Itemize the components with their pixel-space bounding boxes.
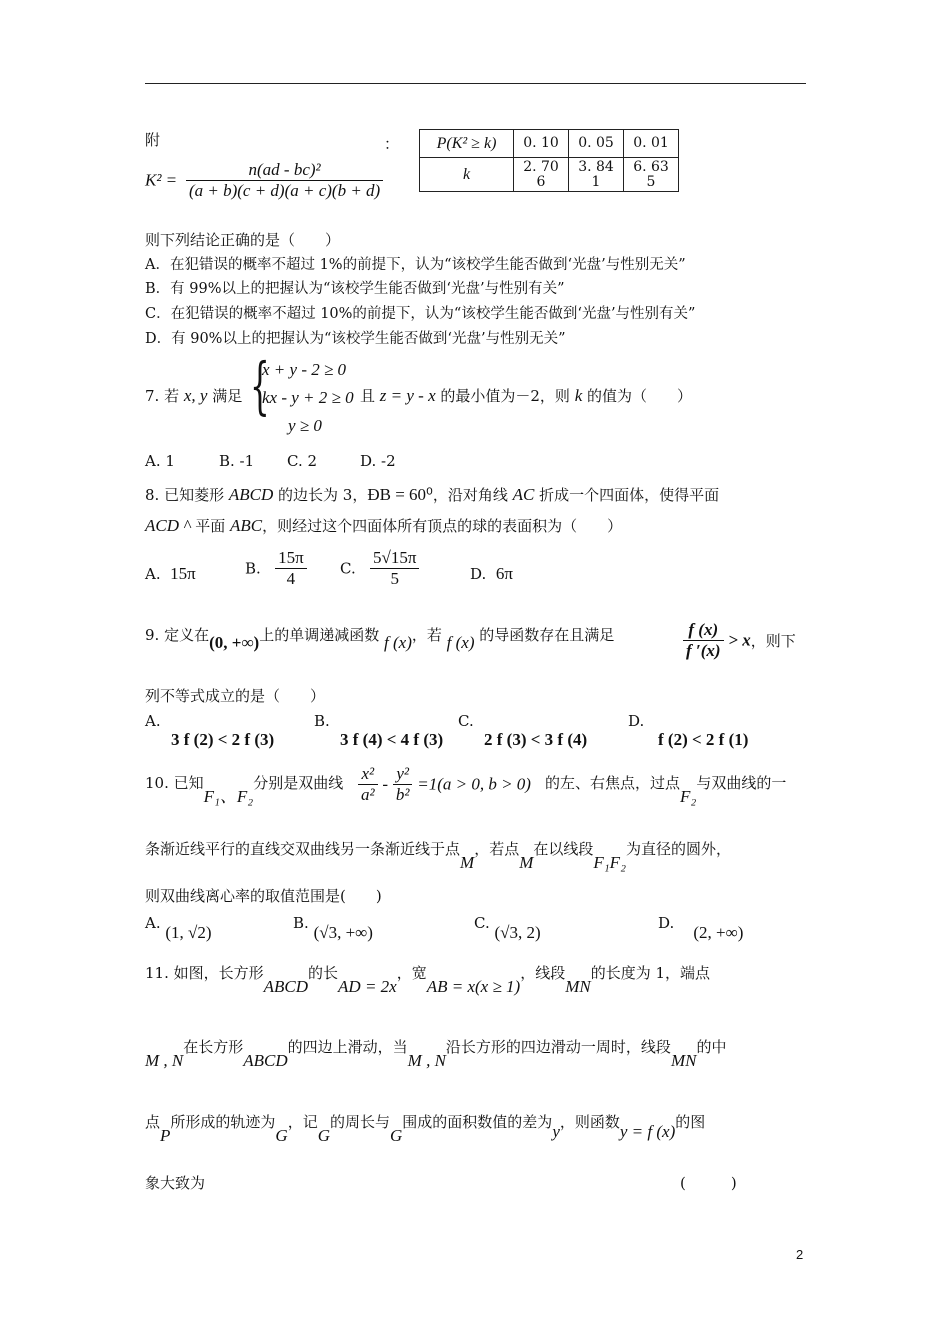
q7-stem-pre: 7. 若 x, y 满足 xyxy=(145,386,243,405)
q7-k: k xyxy=(574,386,583,405)
q11-line-3: 点P所形成的轨迹为G，记G的周长与G围成的面积数值的差为y，则函数y = f (x)的图 xyxy=(145,1113,706,1145)
q8-option-b: B. $\frac{15\pi}{4}$ xyxy=(245,548,307,589)
attach-colon: ： xyxy=(384,135,400,153)
q7-option-c: C. 2 xyxy=(287,452,318,470)
q8-ac: AC xyxy=(512,485,535,504)
table-cell-alpha-2: 0. 05 xyxy=(569,130,624,158)
q10-f1f2: F₁、F₂ xyxy=(203,787,254,806)
k2-numerator: n(ad - bc)² xyxy=(186,160,383,181)
q7-system xyxy=(262,356,354,440)
q9-option-d: D. f (2) < 2 f (1) xyxy=(628,712,749,749)
q10-line-1-post: 的左、右焦点，过点F₂与双曲线的一 xyxy=(545,774,787,806)
q10-line-2: 条渐近线平行的直线交双曲线另一条渐近线于点M，若点M在以线段F₁F₂为直径的圆外， xyxy=(145,840,731,872)
q11-line-4: 象大致为 xyxy=(145,1174,206,1192)
q9-line-1: 9. 定义在(0, +∞)上的单调递减函数 f (x)，若 f (x) 的导函数存在且满足 xyxy=(145,626,615,652)
q8-abc: ABC xyxy=(229,516,263,535)
q9-option-c: C. 2 f (3) < 3 f (4) xyxy=(458,712,588,749)
q10-option-a: A. (1, √2) xyxy=(145,914,212,942)
q6-stem: 则下列结论正确的是（ ） xyxy=(145,231,341,249)
q8-line-2: ACD ^ 平面 ABC，则经过这个四面体所有顶点的球的表面积为（ ） xyxy=(145,516,623,535)
q9-domain: (0, +∞) xyxy=(209,633,260,652)
k2-fraction xyxy=(186,160,383,201)
q9-option-a: A. 3 f (2) < 2 f (3) xyxy=(145,712,275,749)
table-cell-k-3: 6. 63 5 xyxy=(624,158,679,192)
q6-option-d: D．有 90%以上的把握认为“该校学生能否做到‘光盘’与性别无关” xyxy=(145,331,566,347)
q6-option-b: B．有 99%以上的把握认为“该校学生能否做到‘光盘’与性别有关” xyxy=(145,281,565,297)
q8-option-c: C. $\frac{5√15\pi}{5}$ xyxy=(340,548,419,589)
q7-z: z = y - x xyxy=(379,386,436,405)
q11-line-2: M , N在长方形ABCD的四边上滑动，当M , N沿长方形的四边滑动一周时，线段MN的中 xyxy=(145,1038,727,1070)
q6-option-c: C．在犯错误的概率不超过 10%的前提下，认为“该校学生能否做到‘光盘’与性别有关” xyxy=(145,306,696,322)
q7-option-b: B. -1 xyxy=(219,452,255,470)
table-cell-alpha-1: 0. 10 xyxy=(514,130,569,158)
k2-lhs: K² = xyxy=(145,170,178,190)
q8-line-1: 8. 已知菱形 ABCD 的边长为 3，ÐB = 60⁰，沿对角线 AC 折成一个四面体，使得平面 xyxy=(145,485,720,504)
q9-condition: $\frac{f (x)}{f '(x)}$ > x，则下 xyxy=(683,620,796,661)
q9-option-b: B. 3 f (4) < 4 f (3) xyxy=(314,712,444,749)
q8-abcd: ABCD xyxy=(228,485,274,504)
q7-stem-post: 且 z = y - x 的最小值为－2，则 k 的值为（ ） xyxy=(360,386,693,405)
q7-ineq-2: kx - y + 2 ≥ 0 xyxy=(262,388,354,407)
q7-ineq-1: x + y - 2 ≥ 0 xyxy=(262,360,347,379)
q8-option-a: A. 15π xyxy=(145,564,196,583)
q7-ineq-3: y ≥ 0 xyxy=(288,416,322,435)
header-rule xyxy=(145,83,806,84)
q10-option-c: C. (√3, 2) xyxy=(474,914,541,942)
q11-line-1: 11. 如图，长方形ABCD的长AD = 2x，宽AB = x(x ≥ 1)，线段MN的长度为 1，端点 xyxy=(145,964,711,996)
q6-option-a: A．在犯错误的概率不超过 1%的前提下，认为“该校学生能否做到‘光盘’与性别无关” xyxy=(145,257,686,273)
q11-answer-paren: ( ) xyxy=(680,1174,737,1192)
q10-option-b: B. (√3, +∞) xyxy=(293,914,373,942)
q8-acd: ACD ^ xyxy=(145,516,191,535)
table-header-k: k xyxy=(420,158,514,192)
critical-value-table xyxy=(419,129,679,192)
q8-angle: ÐB = 60⁰ xyxy=(367,485,433,504)
page-number: 2 xyxy=(796,1247,804,1262)
q7-vars: x, y xyxy=(183,386,208,405)
q10-option-d: D. (2, +∞) xyxy=(658,914,744,942)
q7-option-a: A. 1 xyxy=(145,452,175,470)
table-cell-alpha-3: 0. 01 xyxy=(624,130,679,158)
q7-option-d: D. -2 xyxy=(360,452,396,470)
table-cell-k-1: 2. 70 6 xyxy=(514,158,569,192)
table-header-p: P(K² ≥ k) xyxy=(420,130,514,158)
k2-formula xyxy=(145,160,383,201)
q9-line-2: 列不等式成立的是（ ） xyxy=(145,687,326,705)
q10-line-1: 10. 已知F₁、F₂分别是双曲线 xyxy=(145,774,344,806)
k2-denominator: (a + b)(c + d)(a + c)(b + d) xyxy=(188,181,381,200)
q8-option-d: D. 6π xyxy=(470,564,513,583)
q10-hyperbola: $\frac{\text{x²}}{\text{a²}}$ - $\frac{\text{y²}}{\text{b²}}$ =1(a > 0, b > 0) xyxy=(358,764,531,805)
q7-brace: { xyxy=(250,349,270,422)
attach-label: 附 xyxy=(145,131,161,149)
table-cell-k-2: 3. 84 1 xyxy=(569,158,624,192)
q10-line-3: 则双曲线离心率的取值范围是( ) xyxy=(145,887,382,905)
